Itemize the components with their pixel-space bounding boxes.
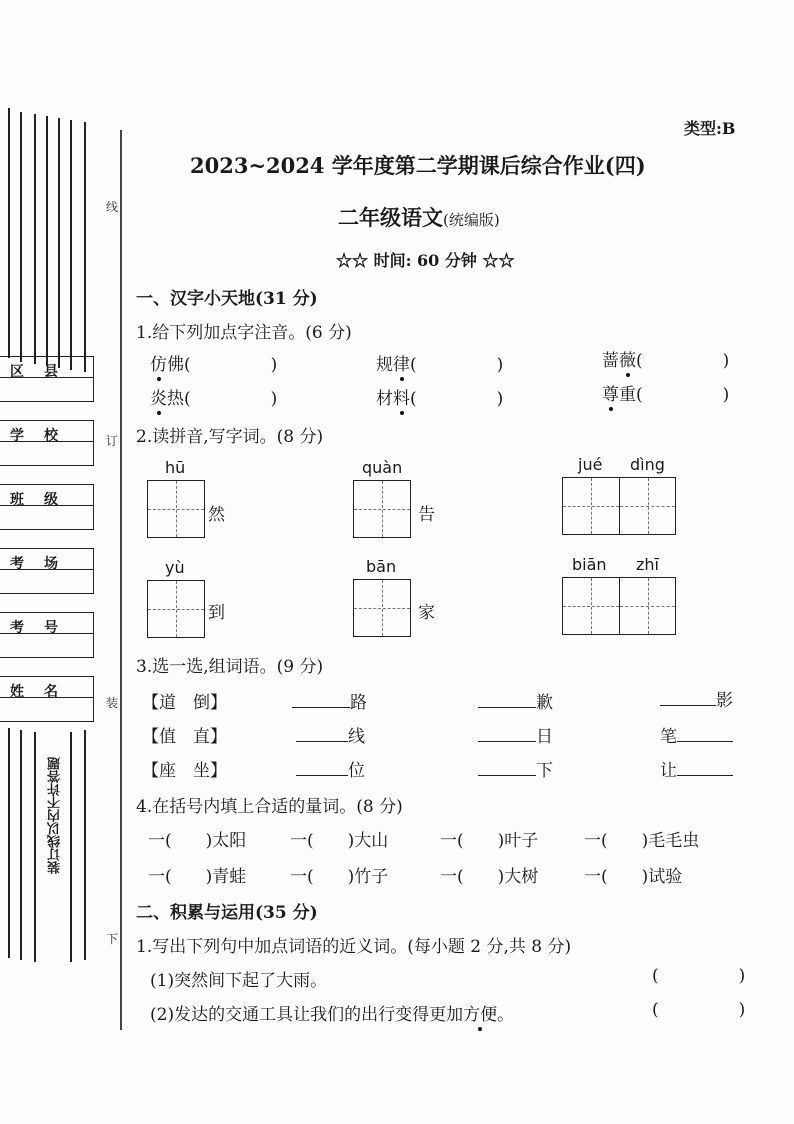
grid-suffix: 然 bbox=[208, 505, 225, 525]
q3-word: 日 bbox=[536, 727, 553, 747]
dotted-char: 薇 bbox=[619, 351, 636, 371]
field-class[interactable] bbox=[0, 484, 94, 530]
field-district[interactable] bbox=[0, 356, 94, 402]
field-label: 区县 bbox=[10, 364, 78, 380]
q3-word: 歉 bbox=[536, 693, 553, 713]
s2-q1-title: 1.写出下列句中加点词语的近义词。(每小题 2 分,共 8 分) bbox=[136, 937, 572, 957]
margin-line bbox=[34, 114, 36, 364]
q3-word: 让 bbox=[660, 761, 677, 781]
pinyin: bān bbox=[366, 557, 397, 576]
q3-blank[interactable] bbox=[660, 722, 733, 747]
q3-blank[interactable] bbox=[478, 756, 553, 781]
q3-word: 线 bbox=[348, 727, 365, 747]
q1-item bbox=[376, 384, 503, 409]
paren-close: ) bbox=[270, 389, 278, 409]
field-label: 班级 bbox=[10, 492, 78, 508]
paren-open: ( bbox=[636, 385, 643, 405]
char: 蔷 bbox=[602, 351, 619, 371]
q3-word: 位 bbox=[348, 761, 365, 781]
writing-grid[interactable] bbox=[353, 579, 411, 637]
margin-line bbox=[20, 112, 22, 362]
sentence-text: (2)发达的交通工具让我们的出行变得更加 bbox=[150, 1005, 464, 1025]
subtitle-edition: (统编版) bbox=[443, 211, 500, 229]
sentence-text: 间下起了大雨。 bbox=[208, 971, 328, 991]
q4-item[interactable]: 一( )叶子 bbox=[440, 831, 539, 851]
q1-item bbox=[602, 346, 729, 371]
margin-line bbox=[84, 122, 86, 372]
field-name[interactable] bbox=[0, 676, 94, 722]
grid-suffix: 家 bbox=[418, 603, 435, 623]
margin-line bbox=[20, 730, 22, 960]
sentence bbox=[150, 966, 327, 991]
margin-line bbox=[46, 116, 48, 366]
page-title: 2023~2024 学年度第二学期课后综合作业(四) bbox=[190, 153, 646, 178]
q3-blank[interactable] bbox=[478, 688, 553, 713]
q4-item[interactable]: 一( )青蛙 bbox=[148, 867, 247, 887]
margin-line bbox=[34, 732, 36, 962]
q4-title: 4.在括号内填上合适的量词。(8 分) bbox=[136, 797, 403, 817]
dotted-char: 律 bbox=[393, 355, 410, 375]
margin-line bbox=[8, 108, 10, 358]
subtitle-main: 二年级语文 bbox=[338, 205, 443, 230]
field-exam-number[interactable] bbox=[0, 612, 94, 658]
q4-item[interactable]: 一( )大树 bbox=[440, 867, 539, 887]
char: 材 bbox=[376, 389, 393, 409]
margin-mark: 订 bbox=[106, 434, 119, 448]
q3-pair: 【值 直】 bbox=[142, 727, 227, 747]
paren-close: ) bbox=[722, 351, 730, 371]
q1-item bbox=[376, 350, 503, 375]
paren-open: ( bbox=[652, 1000, 659, 1020]
char: 重 bbox=[619, 385, 636, 405]
char: 热 bbox=[167, 389, 184, 409]
pinyin: yù bbox=[165, 558, 185, 577]
q3-pair: 【座 坐】 bbox=[142, 761, 227, 781]
writing-grid[interactable] bbox=[147, 580, 205, 638]
paren-close: ) bbox=[496, 389, 504, 409]
dotted-char: 尊 bbox=[602, 385, 619, 405]
writing-grid[interactable] bbox=[147, 480, 205, 538]
q3-blank[interactable] bbox=[296, 722, 365, 747]
q2-title: 2.读拼音,写字词。(8 分) bbox=[136, 427, 324, 447]
writing-grid[interactable] bbox=[353, 480, 411, 538]
sentence-prefix: (1) bbox=[150, 971, 175, 991]
time-info: ☆☆ 时间: 60 分钟 ☆☆ bbox=[336, 251, 515, 270]
q3-blank[interactable] bbox=[296, 756, 365, 781]
q3-word: 路 bbox=[350, 693, 367, 713]
q1-item bbox=[150, 384, 277, 409]
q1-title: 1.给下列加点字注音。(6 分) bbox=[136, 323, 352, 343]
q4-item[interactable]: 一( )试验 bbox=[584, 867, 683, 887]
char: 佛 bbox=[167, 355, 184, 375]
margin-line bbox=[70, 120, 72, 370]
paren-close: ) bbox=[496, 355, 504, 375]
type-label: 类型:B bbox=[684, 119, 736, 138]
grid-suffix: 告 bbox=[418, 505, 435, 525]
q3-word: 笔 bbox=[660, 727, 677, 747]
binding-note: 装订线以内不许答题 bbox=[48, 757, 63, 874]
dotted-word: 方便 bbox=[463, 1005, 498, 1025]
q1-item bbox=[150, 350, 277, 375]
section-2-title: 二、积累与运用(35 分) bbox=[136, 903, 318, 923]
writing-grid[interactable] bbox=[562, 477, 676, 535]
q3-blank[interactable] bbox=[660, 686, 733, 711]
answer-paren[interactable] bbox=[652, 1000, 745, 1020]
subtitle bbox=[338, 202, 500, 232]
margin-line bbox=[84, 730, 86, 960]
field-label: 姓名 bbox=[10, 684, 78, 700]
paren-open: ( bbox=[652, 966, 659, 986]
paren-open: ( bbox=[410, 355, 417, 375]
pinyin: zhī bbox=[636, 555, 659, 574]
paren-open: ( bbox=[410, 389, 417, 409]
field-school[interactable] bbox=[0, 420, 94, 466]
writing-grid[interactable] bbox=[562, 577, 676, 635]
margin-line bbox=[70, 732, 72, 962]
margin-mark: 装 bbox=[106, 696, 119, 710]
q1-item bbox=[602, 380, 729, 405]
paren-close: ) bbox=[270, 355, 278, 375]
char: 规 bbox=[376, 355, 393, 375]
pinyin: jué bbox=[578, 455, 603, 474]
q3-blank[interactable] bbox=[292, 688, 367, 713]
paren-close: ) bbox=[722, 385, 730, 405]
paren-open: ( bbox=[184, 389, 191, 409]
q3-word: 下 bbox=[536, 761, 553, 781]
q3-pair: 【道 倒】 bbox=[142, 693, 227, 713]
dotted-word: 突然 bbox=[174, 971, 209, 991]
q4-item[interactable]: 一( )毛毛虫 bbox=[584, 831, 700, 851]
paren-open: ( bbox=[636, 351, 643, 371]
grid-suffix: 到 bbox=[208, 603, 225, 623]
q4-item[interactable]: 一( )大山 bbox=[290, 831, 389, 851]
field-label: 考号 bbox=[10, 620, 78, 636]
paren-open: ( bbox=[184, 355, 191, 375]
paren-close: ) bbox=[738, 966, 746, 986]
margin-line bbox=[58, 118, 60, 368]
margin-mark: 线 bbox=[106, 200, 119, 214]
pinyin: biān bbox=[572, 555, 607, 574]
sentence-text: 。 bbox=[497, 1005, 515, 1025]
dotted-char: 料 bbox=[393, 389, 410, 409]
q3-blank[interactable] bbox=[478, 722, 553, 747]
dotted-char: 炎 bbox=[150, 389, 167, 409]
field-exam-room[interactable] bbox=[0, 548, 94, 594]
margin-mark: 下 bbox=[106, 932, 119, 946]
q3-title: 3.选一选,组词语。(9 分) bbox=[136, 657, 324, 677]
dotted-char: 仿 bbox=[150, 355, 167, 375]
sentence bbox=[150, 1000, 514, 1025]
pinyin: quàn bbox=[362, 458, 403, 477]
field-label: 考场 bbox=[10, 556, 78, 572]
q3-blank[interactable] bbox=[660, 756, 733, 781]
pinyin: hū bbox=[165, 458, 186, 477]
q3-word: 影 bbox=[716, 691, 733, 711]
margin-line bbox=[8, 728, 10, 958]
section-1-title: 一、汉字小天地(31 分) bbox=[136, 289, 318, 309]
binding-line bbox=[120, 130, 122, 1030]
q4-item[interactable]: 一( )竹子 bbox=[290, 867, 389, 887]
pinyin: dìng bbox=[630, 455, 665, 474]
answer-paren[interactable] bbox=[652, 966, 745, 986]
paren-close: ) bbox=[738, 1000, 746, 1020]
q4-item[interactable]: 一( )太阳 bbox=[148, 831, 247, 851]
field-label: 学校 bbox=[10, 428, 78, 444]
